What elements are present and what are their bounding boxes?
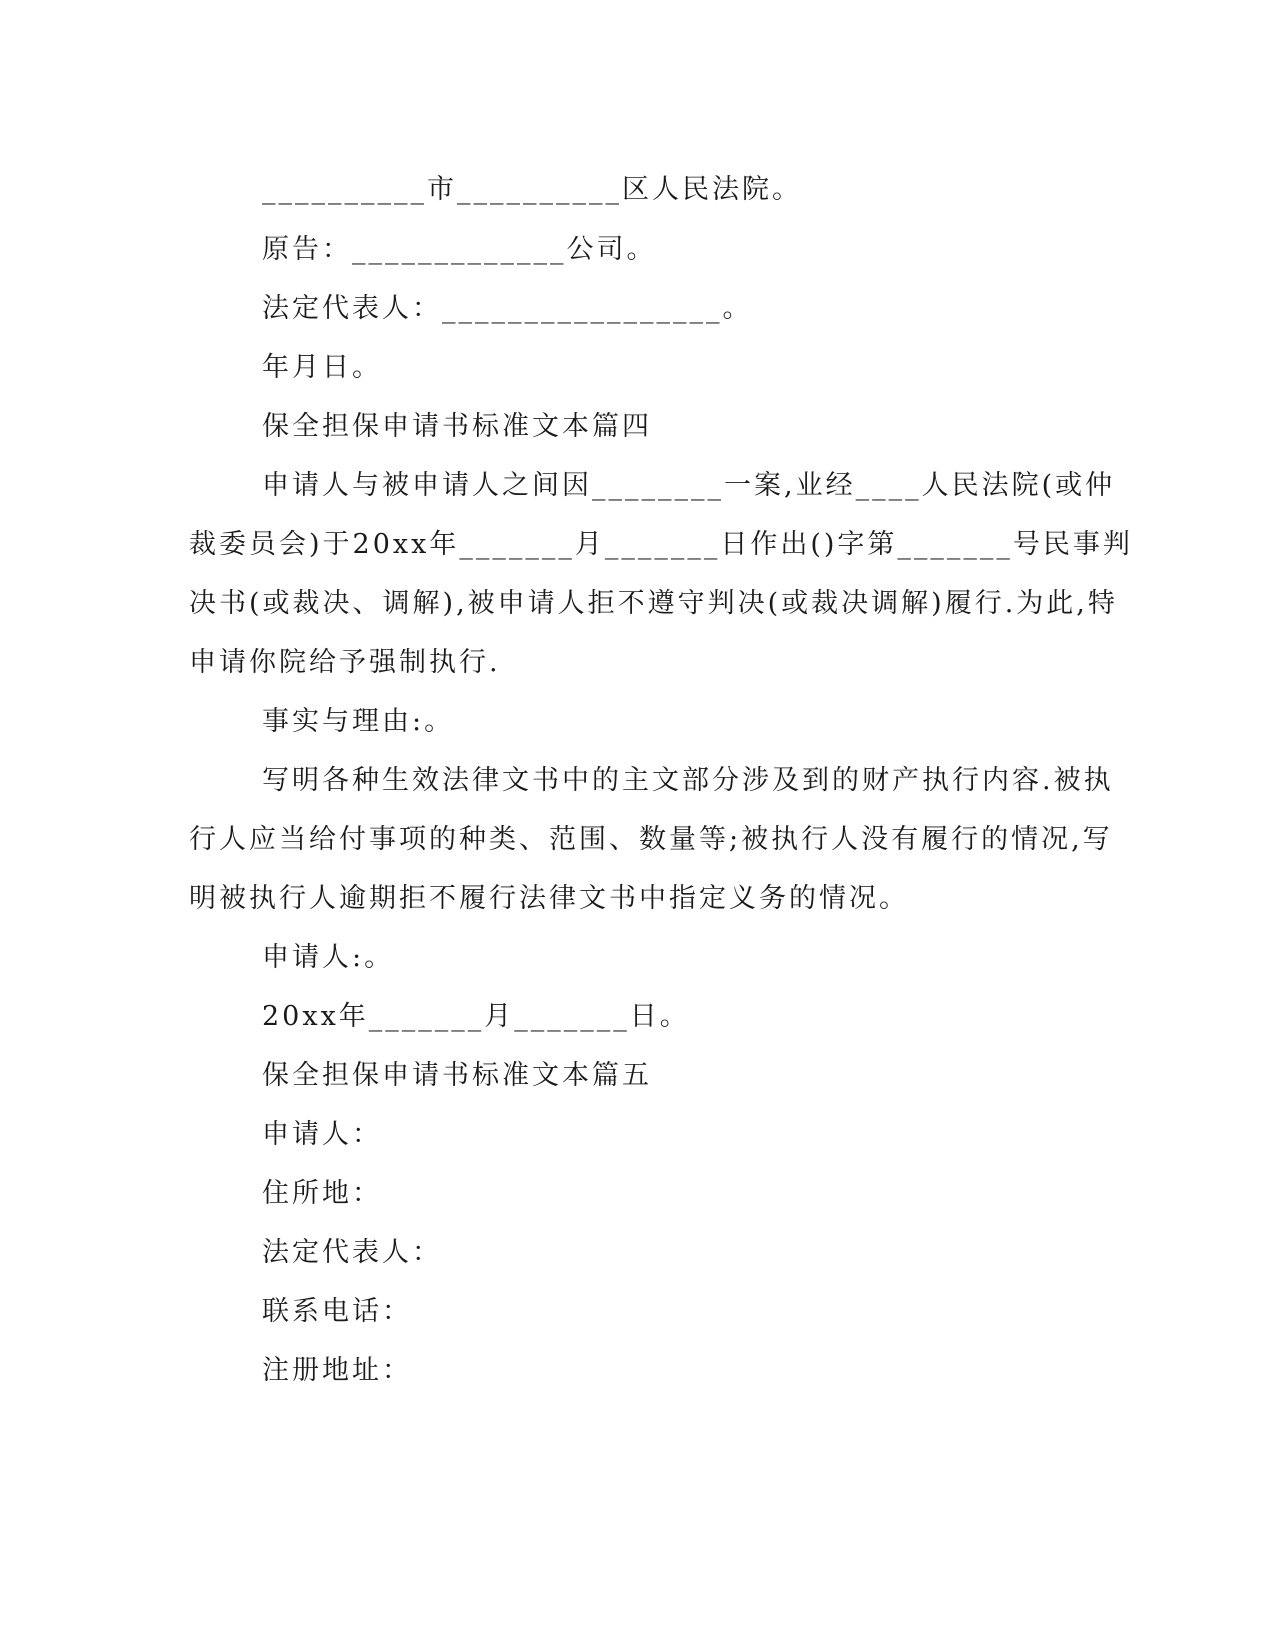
paragraph-line: 行人应当给付事项的种类、范围、数量等;被执行人没有履行的情况,写 [189,824,1113,855]
legal-representative-field: 法定代表人： [262,1237,442,1268]
paragraph-line: 明被执行人逾期拒不履行法律文书中指定义务的情况。 [189,883,909,914]
legal-representative-line: 法定代表人：_________________。 [262,293,753,324]
paragraph-line: 写明各种生效法律文书中的主文部分涉及到的财产执行内容.被执 [262,765,1114,796]
applicant-field: 申请人： [262,1119,382,1150]
court-line: __________市__________区人民法院。 [262,174,802,205]
paragraph-line: 申请人与被申请人之间因________一案,业经____人民法院(或仲 [262,470,1116,501]
section-heading-4: 保全担保申请书标准文本篇四 [262,411,652,442]
phone-field: 联系电话： [262,1296,412,1327]
applicant-line: 申请人:。 [262,942,395,973]
date-line: 年月日。 [262,352,382,383]
paragraph-line: 裁委员会)于20xx年_______月_______日作出()字第_______号民事判 [189,529,1133,560]
facts-heading: 事实与理由:。 [262,706,455,737]
date-line: 20xx年_______月_______日。 [262,1001,690,1032]
paragraph-line: 决书(或裁决、调解),被申请人拒不遵守判决(或裁决调解)履行.为此,特 [189,588,1118,619]
address-field: 住所地： [262,1178,382,1209]
section-heading-5: 保全担保申请书标准文本篇五 [262,1060,652,1091]
plaintiff-line: 原告：_____________公司。 [262,234,657,265]
registered-address-field: 注册地址： [262,1355,412,1386]
paragraph-line: 申请你院给予强制执行. [189,647,501,678]
